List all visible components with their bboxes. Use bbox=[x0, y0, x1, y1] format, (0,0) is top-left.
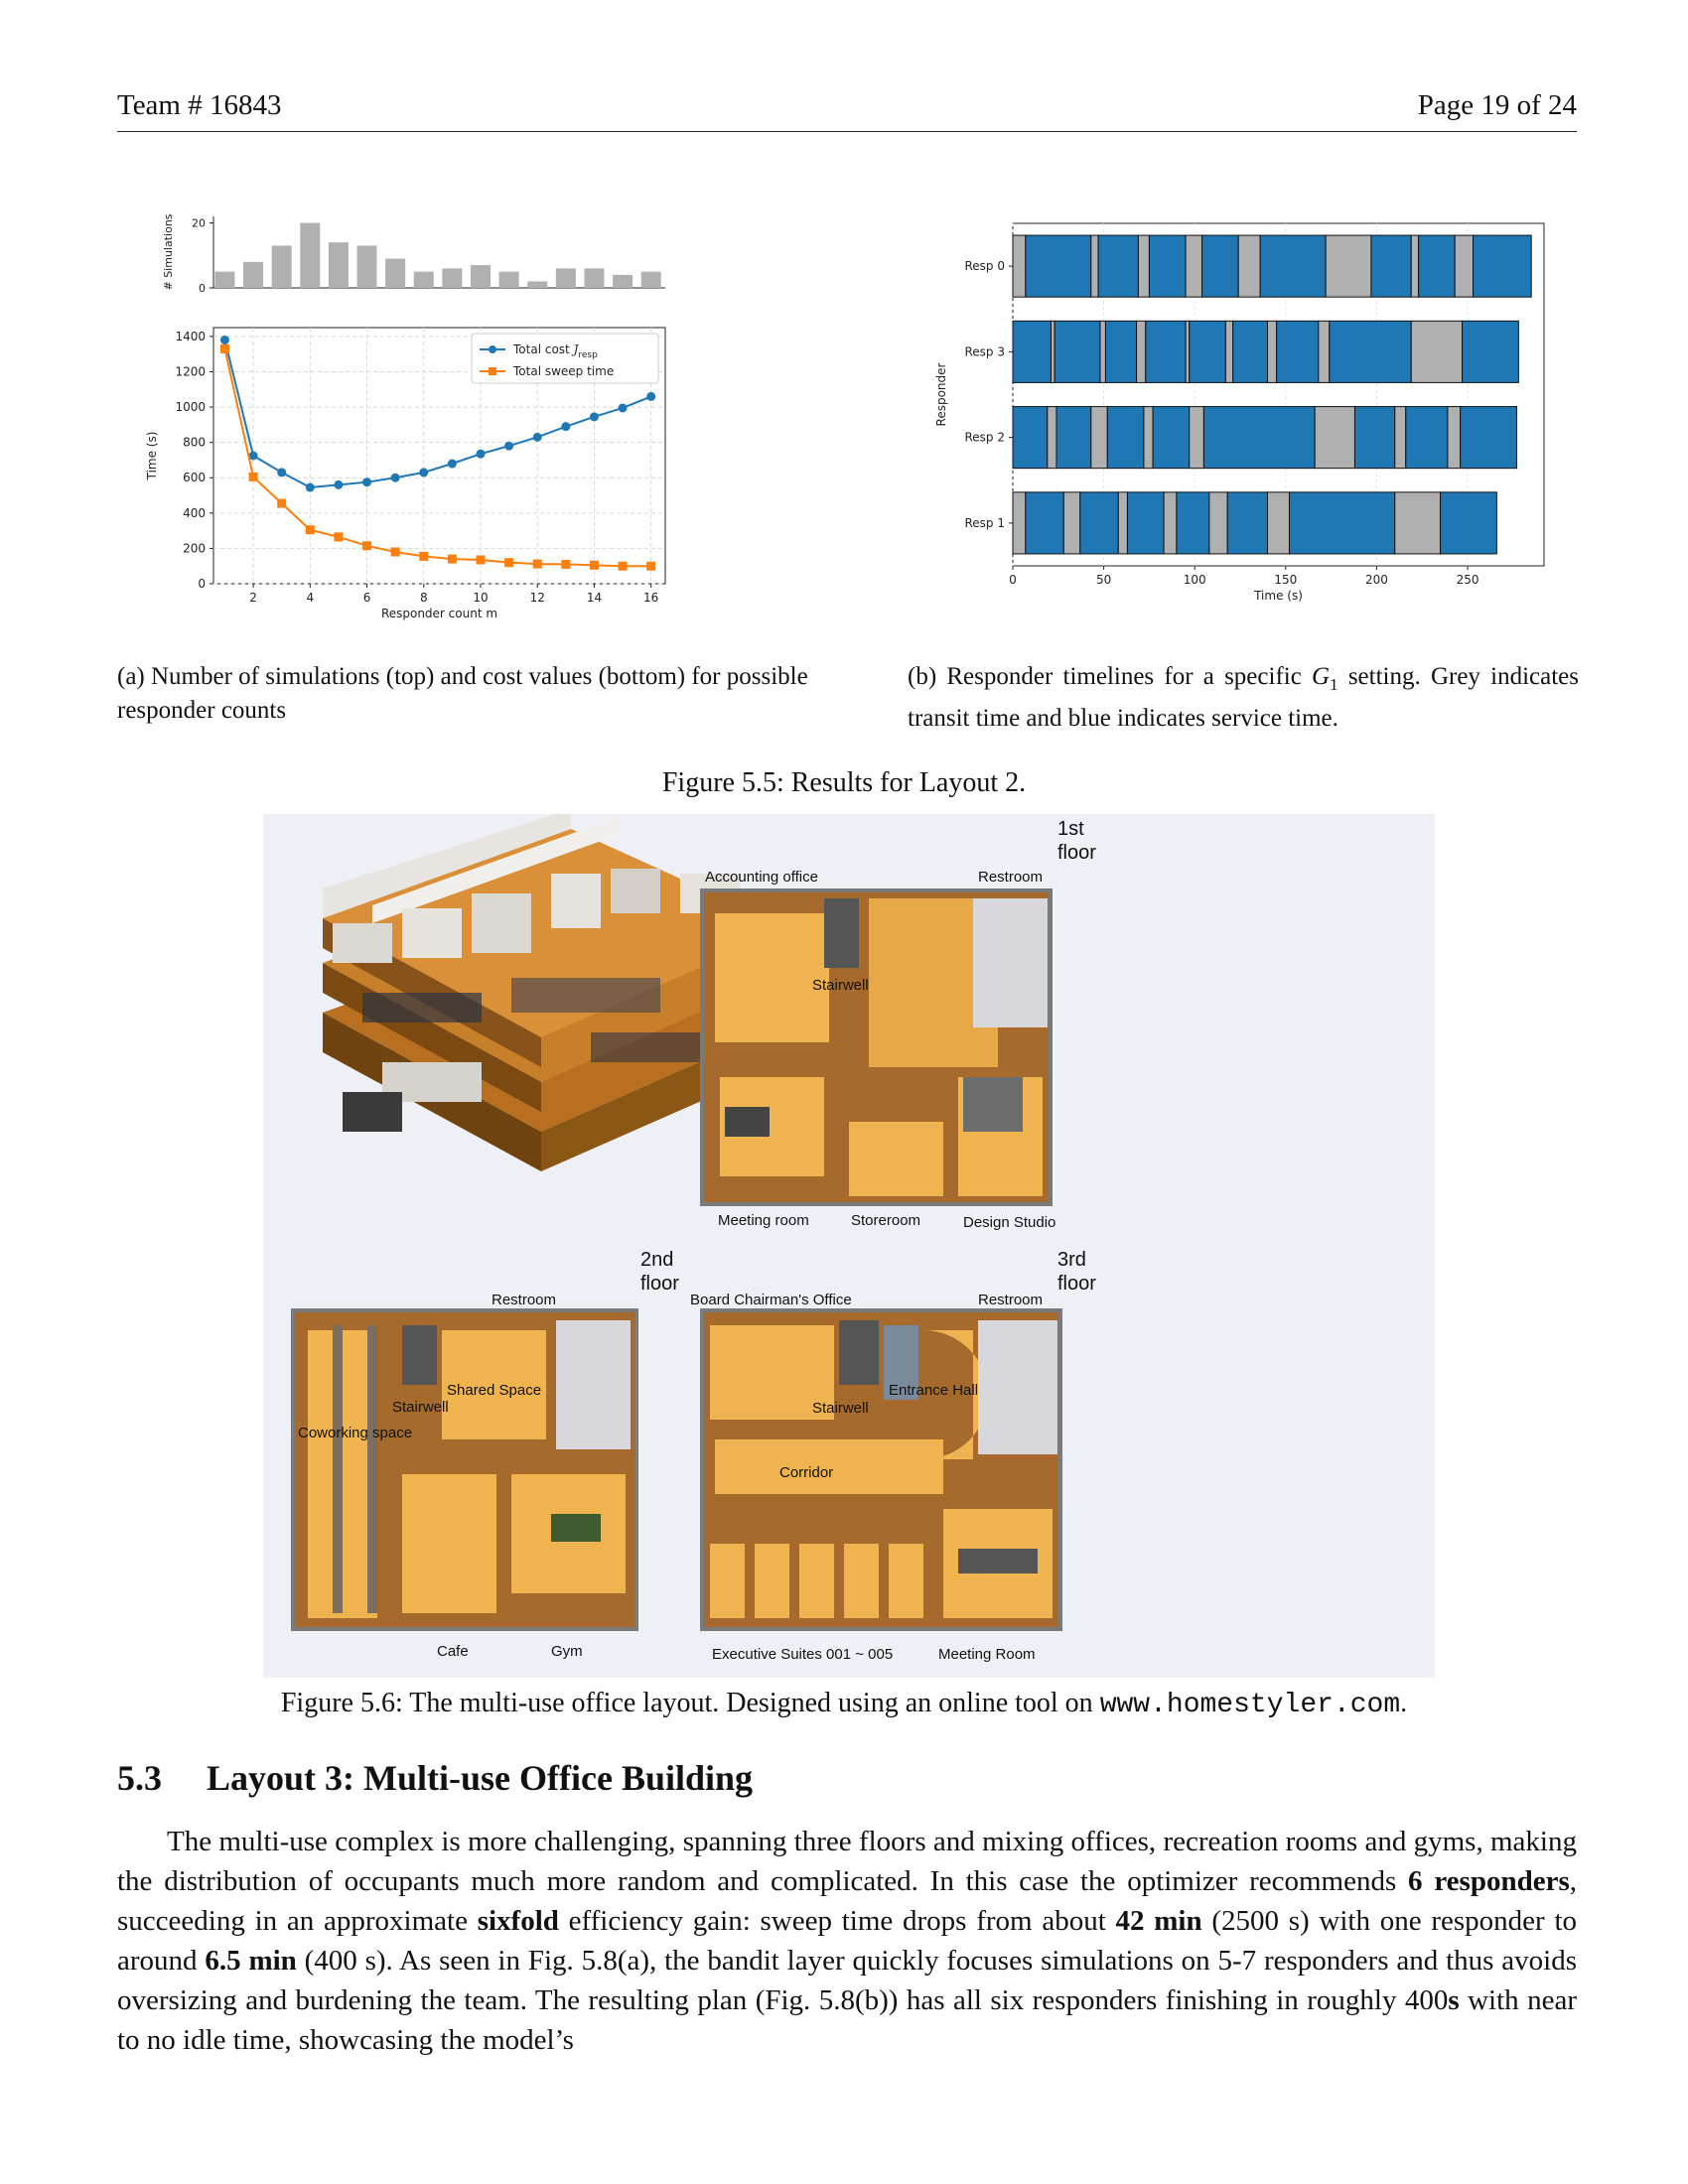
transit-segment bbox=[1225, 321, 1232, 382]
transit-segment bbox=[1319, 321, 1330, 382]
service-segment bbox=[1105, 321, 1136, 382]
cost-y-tick-label: 800 bbox=[183, 435, 206, 450]
simulation-count-bar bbox=[214, 272, 234, 288]
room-restroom-1: Restroom bbox=[978, 869, 1044, 886]
cost-y-tick-label: 0 bbox=[198, 577, 206, 591]
service-segment bbox=[1080, 492, 1118, 554]
transit-segment bbox=[1190, 407, 1204, 469]
total-cost-point bbox=[448, 460, 457, 469]
service-segment bbox=[1406, 407, 1448, 469]
legend-swatch-marker bbox=[489, 367, 496, 375]
figure-5-6-floorplans bbox=[263, 814, 1435, 1678]
cost-y-label: Time (s) bbox=[145, 431, 159, 480]
sweep-time-point bbox=[590, 561, 599, 570]
cost-x-tick-label: 6 bbox=[362, 591, 371, 605]
service-segment bbox=[1056, 407, 1091, 469]
transit-segment bbox=[1048, 407, 1056, 469]
total-cost-point bbox=[561, 422, 570, 431]
gantt-x-tick-label: 50 bbox=[1095, 573, 1112, 587]
cost-y-tick-label: 400 bbox=[183, 505, 206, 520]
transit-segment bbox=[1448, 407, 1461, 469]
transit-segment bbox=[1238, 235, 1260, 297]
transit-segment bbox=[1411, 321, 1462, 382]
figure-5-5b-chart bbox=[923, 213, 1559, 630]
room-restroom-3: Restroom bbox=[978, 1292, 1044, 1308]
service-segment bbox=[1098, 235, 1138, 297]
transit-segment bbox=[1268, 321, 1277, 382]
room-stairwell-3: Stairwell bbox=[812, 1400, 869, 1417]
service-segment bbox=[1441, 492, 1497, 554]
room-executive-suites: Executive Suites 001 ~ 005 bbox=[712, 1646, 894, 1663]
simulation-count-bar bbox=[300, 223, 320, 288]
service-segment bbox=[1354, 407, 1394, 469]
cost-x-tick-label: 4 bbox=[306, 591, 315, 605]
floor-3-label-b: floor bbox=[1057, 1273, 1096, 1295]
legend-label-total-cost: Total cost $J_{resp}$ bbox=[513, 342, 598, 360]
cost-y-tick-label: 600 bbox=[183, 471, 206, 485]
service-segment bbox=[1055, 321, 1100, 382]
service-segment bbox=[1474, 235, 1532, 297]
simulation-count-bar bbox=[272, 245, 292, 288]
sweep-time-point bbox=[220, 344, 229, 353]
sweep-time-point bbox=[277, 499, 286, 508]
cost-x-tick-label: 10 bbox=[473, 591, 489, 605]
service-segment bbox=[1149, 235, 1186, 297]
service-segment bbox=[1461, 407, 1517, 469]
simulation-count-bar bbox=[243, 262, 263, 288]
simulation-count-bar bbox=[527, 281, 547, 288]
total-cost-point bbox=[590, 412, 599, 421]
header-rule bbox=[117, 131, 1577, 132]
transit-segment bbox=[1091, 407, 1107, 469]
sweep-time-point bbox=[391, 547, 400, 556]
transit-segment bbox=[1186, 321, 1190, 382]
transit-segment bbox=[1118, 492, 1127, 554]
section-paragraph: The multi-use complex is more challenging, spanning three floors and mixing offices, recreation rooms and gyms, making the distribution of occupants much more random and complicated. In this case the optimizer recommends 6 responders, succeeding in an approximate sixfold efficiency gain: sweep time drops from about 42 min (2500 s) with one responder to around 6.5 min (400 s). As seen in Fig. 5.8(a), the bandit layer quickly focuses simulations on 5-7 responders and thus avoids oversizing and burdening the team. The resulting plan (Fig. 5.8(b)) has all six responders finishing in roughly 400s with near to no idle time, showcasing the model’s bbox=[117, 1826, 1578, 2056]
transit-segment bbox=[1186, 235, 1201, 297]
simulation-count-bar bbox=[499, 272, 519, 288]
sweep-time-point bbox=[504, 558, 513, 567]
sweep-time-point bbox=[646, 562, 655, 571]
bars-y-label: # Simulations bbox=[162, 213, 175, 291]
transit-segment bbox=[1091, 235, 1098, 297]
cost-x-tick-label: 14 bbox=[586, 591, 603, 605]
running-header-page: Page 19 of 24 bbox=[1417, 89, 1577, 121]
floor-3-label-a: 3rd bbox=[1057, 1249, 1086, 1271]
service-segment bbox=[1190, 321, 1226, 382]
transit-segment bbox=[1395, 492, 1441, 554]
room-board-chairmans-office: Board Chairman's Office bbox=[690, 1292, 852, 1308]
sweep-time-point bbox=[476, 555, 485, 564]
total-cost-point bbox=[646, 392, 655, 401]
total-cost-point bbox=[391, 474, 400, 482]
gantt-x-tick-label: 100 bbox=[1183, 573, 1206, 587]
floor-1-label-b: floor bbox=[1057, 842, 1096, 864]
sweep-time-point bbox=[619, 562, 628, 571]
sweep-time-point bbox=[419, 552, 428, 561]
section-title: Layout 3: Multi-use Office Building bbox=[207, 1758, 754, 1798]
service-segment bbox=[1203, 407, 1315, 469]
floor-2-plan bbox=[291, 1249, 679, 1660]
service-segment bbox=[1463, 321, 1519, 382]
transit-segment bbox=[1395, 407, 1406, 469]
transit-segment bbox=[1051, 321, 1055, 382]
sweep-time-point bbox=[561, 560, 570, 569]
figure-5-5b-caption: (b) Responder timelines for a specific $G_1$ setting. Grey indicates transit time and blue indicates service time. bbox=[908, 663, 1579, 732]
cost-x-tick-label: 16 bbox=[643, 591, 659, 605]
service-segment bbox=[1277, 321, 1319, 382]
cost-y-tick-label: 1200 bbox=[175, 364, 206, 379]
transit-segment bbox=[1144, 407, 1153, 469]
bars-y-tick-label: 20 bbox=[192, 216, 206, 230]
service-segment bbox=[1330, 321, 1411, 382]
gantt-x-label: Time (s) bbox=[1254, 589, 1303, 603]
total-cost-point bbox=[476, 450, 485, 459]
total-cost-point bbox=[619, 403, 628, 412]
cost-x-label: Responder count m bbox=[380, 607, 498, 620]
transit-segment bbox=[1164, 492, 1177, 554]
service-segment bbox=[1153, 407, 1190, 469]
floor-2-label-a: 2nd bbox=[640, 1249, 674, 1271]
service-segment bbox=[1227, 492, 1267, 554]
room-shared-space: Shared Space bbox=[447, 1382, 542, 1399]
transit-segment bbox=[1100, 321, 1105, 382]
sweep-time-point bbox=[448, 555, 457, 564]
cost-y-tick-label: 200 bbox=[183, 541, 206, 556]
service-segment bbox=[1177, 492, 1209, 554]
service-segment bbox=[1260, 235, 1326, 297]
floor-1-label-a: 1st bbox=[1057, 818, 1084, 840]
room-entrance-hall: Entrance Hall bbox=[889, 1382, 979, 1399]
room-accounting-office: Accounting office bbox=[705, 869, 818, 886]
cost-y-tick-label: 1000 bbox=[175, 400, 206, 415]
gantt-row-label: Resp 2 bbox=[964, 430, 1005, 445]
figure-5-5a-chart bbox=[129, 208, 804, 635]
simulation-count-bar bbox=[556, 268, 576, 288]
gantt-y-label: Responder bbox=[934, 362, 948, 427]
floor-3-plan bbox=[690, 1249, 1096, 1663]
transit-segment bbox=[1138, 235, 1149, 297]
service-segment bbox=[1371, 235, 1411, 297]
gantt-x-tick-label: 200 bbox=[1364, 573, 1388, 587]
service-segment bbox=[1013, 321, 1051, 382]
cost-x-tick-label: 8 bbox=[419, 591, 428, 605]
figure-5-5a-caption: (a) Number of simulations (top) and cost values (bottom) for possible responder counts bbox=[117, 663, 808, 724]
simulation-count-bar bbox=[613, 275, 633, 288]
service-segment bbox=[1419, 235, 1456, 297]
room-storeroom: Storeroom bbox=[851, 1212, 921, 1229]
transit-segment bbox=[1455, 235, 1473, 297]
service-segment bbox=[1013, 407, 1048, 469]
simulation-count-bar bbox=[584, 268, 604, 288]
room-design-studio: Design Studio bbox=[963, 1214, 1056, 1231]
room-stairwell-2: Stairwell bbox=[392, 1399, 449, 1416]
cost-x-tick-label: 12 bbox=[529, 591, 545, 605]
service-segment bbox=[1233, 321, 1268, 382]
figure-5-5-caption: Figure 5.5: Results for Layout 2. bbox=[661, 767, 1027, 798]
simulation-count-bar bbox=[442, 268, 462, 288]
room-stairwell-1: Stairwell bbox=[812, 977, 869, 994]
total-cost-point bbox=[220, 336, 229, 344]
simulation-count-bar bbox=[329, 242, 349, 288]
gantt-x-tick-label: 150 bbox=[1274, 573, 1298, 587]
total-cost-point bbox=[334, 480, 343, 489]
service-segment bbox=[1107, 407, 1144, 469]
total-cost-point bbox=[306, 483, 315, 492]
transit-segment bbox=[1013, 492, 1026, 554]
service-segment bbox=[1026, 235, 1091, 297]
sweep-time-point bbox=[334, 532, 343, 541]
total-cost-point bbox=[277, 468, 286, 477]
transit-segment bbox=[1013, 235, 1026, 297]
simulation-count-bar bbox=[357, 245, 377, 288]
transit-segment bbox=[1326, 235, 1371, 297]
total-cost-point bbox=[533, 433, 542, 442]
sweep-time-point bbox=[306, 525, 315, 534]
transit-segment bbox=[1063, 492, 1079, 554]
simulation-count-bar bbox=[414, 272, 434, 288]
floor-2-label-b: floor bbox=[640, 1273, 679, 1295]
simulation-count-bar bbox=[385, 259, 405, 288]
transit-segment bbox=[1411, 235, 1418, 297]
sweep-time-point bbox=[362, 541, 371, 550]
sweep-time-point bbox=[249, 473, 258, 481]
room-restroom-2: Restroom bbox=[492, 1292, 557, 1308]
section-number: 5.3 bbox=[117, 1758, 162, 1798]
room-meeting-room-1: Meeting room bbox=[718, 1212, 809, 1229]
transit-segment bbox=[1315, 407, 1354, 469]
legend-swatch-marker bbox=[489, 345, 496, 353]
cost-y-tick-label: 1400 bbox=[175, 329, 206, 343]
total-cost-point bbox=[362, 478, 371, 486]
room-meeting-room-3: Meeting Room bbox=[938, 1646, 1036, 1663]
room-gym: Gym bbox=[551, 1643, 583, 1660]
legend-label-sweep-time: Total sweep time bbox=[513, 364, 615, 378]
service-segment bbox=[1146, 321, 1186, 382]
service-segment bbox=[1127, 492, 1164, 554]
simulation-count-bar bbox=[641, 272, 661, 288]
room-corridor: Corridor bbox=[779, 1464, 834, 1481]
room-coworking-space: Coworking space bbox=[298, 1425, 413, 1441]
total-cost-point bbox=[419, 468, 428, 477]
service-segment bbox=[1026, 492, 1063, 554]
cost-x-tick-label: 2 bbox=[249, 591, 257, 605]
room-cafe: Cafe bbox=[437, 1643, 469, 1660]
service-segment bbox=[1289, 492, 1394, 554]
figure-5-6-caption: Figure 5.6: The multi-use office layout. Designed using an online tool on www.homestyler.com. bbox=[280, 1688, 1408, 1720]
service-segment bbox=[1202, 235, 1239, 297]
gantt-row-label: Resp 0 bbox=[964, 259, 1005, 274]
simulation-count-bar bbox=[471, 265, 491, 288]
transit-segment bbox=[1209, 492, 1227, 554]
bars-y-tick-label: 0 bbox=[199, 282, 206, 295]
gantt-x-tick-label: 0 bbox=[1009, 573, 1017, 587]
running-header-team: Team # 16843 bbox=[117, 89, 282, 121]
sweep-time-point bbox=[533, 560, 542, 569]
gantt-row-label: Resp 3 bbox=[964, 344, 1005, 359]
transit-segment bbox=[1137, 321, 1146, 382]
total-cost-point bbox=[504, 442, 513, 451]
transit-segment bbox=[1268, 492, 1290, 554]
gantt-x-tick-label: 250 bbox=[1456, 573, 1479, 587]
gantt-row-label: Resp 1 bbox=[964, 515, 1005, 530]
